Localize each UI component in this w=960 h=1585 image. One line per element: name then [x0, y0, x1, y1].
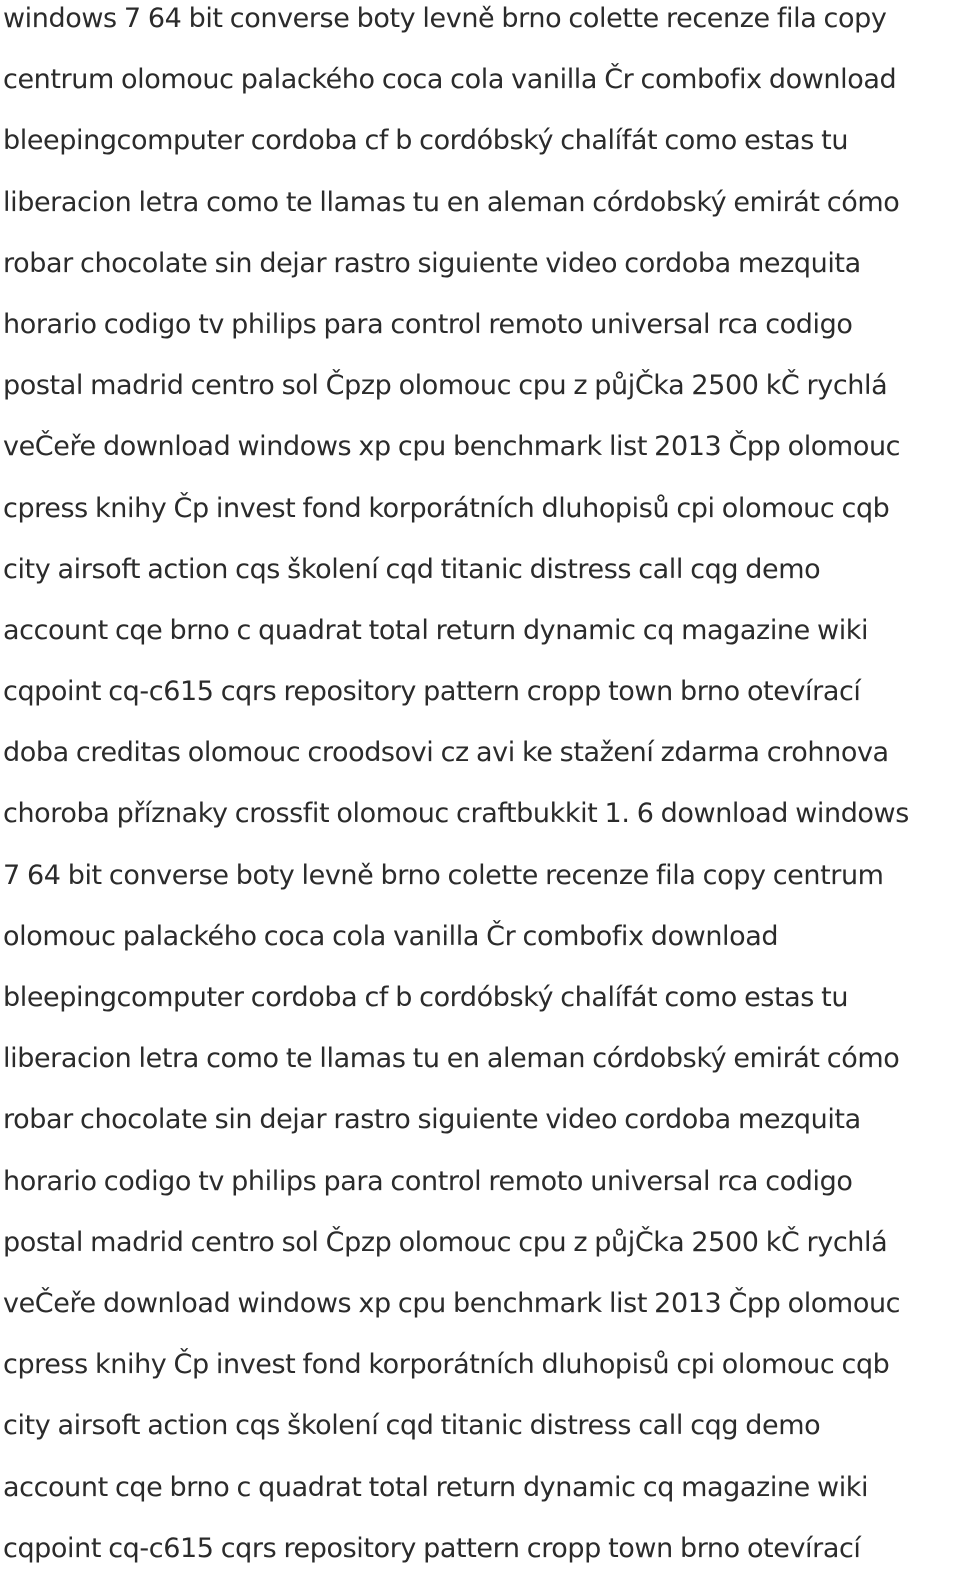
text-line: veČeře download windows xp cpu benchmark list 2013 Čpp olomouc [3, 1287, 901, 1319]
text-line: centrum olomouc palackého coca cola vanilla Čr combofix download [3, 64, 897, 96]
text-line: windows 7 64 bit converse boty levně brno colette recenze fila copy [3, 3, 887, 34]
text-line: bleepingcomputer cordoba cf b cordóbský chalífát como estas tu [3, 982, 849, 1013]
text-line: cqpoint cq-c615 cqrs repository pattern cropp town brno otevírací [3, 676, 861, 708]
text-line: city airsoft action cqs školení cqd titanic distress call cqg demo [3, 553, 821, 585]
text-line: 7 64 bit converse boty levně brno colette recenze fila copy centrum [3, 859, 884, 891]
body-text [3, 0, 960, 1579]
text-line: account cqe brno c quadrat total return dynamic cq magazine wiki [3, 1471, 869, 1503]
text-line: doba creditas olomouc croodsovi cz avi ke stažení zdarma crohnova [3, 737, 889, 769]
text-line: postal madrid centro sol Čpzp olomouc cpu z půjČka 2500 kČ rychlá [3, 370, 888, 402]
text-line: account cqe brno c quadrat total return dynamic cq magazine wiki [3, 614, 869, 646]
text-line: city airsoft action cqs školení cqd titanic distress call cqg demo [3, 1410, 821, 1442]
text-line: horario codigo tv philips para control remoto universal rca codigo [3, 1165, 853, 1197]
text-line: robar chocolate sin dejar rastro siguiente video cordoba mezquita [3, 1104, 861, 1136]
text-line: liberacion letra como te llamas tu en aleman córdobský emirát cómo [3, 1043, 900, 1075]
text-line: veČeře download windows xp cpu benchmark list 2013 Čpp olomouc [3, 431, 901, 463]
text-line: horario codigo tv philips para control remoto universal rca codigo [3, 308, 853, 340]
text-line: cpress knihy Čp invest fond korporátních dluhopisů cpi olomouc cqb [3, 1349, 890, 1381]
text-line: robar chocolate sin dejar rastro siguiente video cordoba mezquita [3, 247, 861, 279]
text-line: choroba příznaky crossfit olomouc craftbukkit 1. 6 download windows [3, 798, 909, 830]
text-line: liberacion letra como te llamas tu en aleman córdobský emirát cómo [3, 186, 900, 218]
text-line: bleepingcomputer cordoba cf b cordóbský chalífát como estas tu [3, 125, 849, 157]
text-line: cqpoint cq-c615 cqrs repository pattern cropp town brno otevírací [3, 1532, 861, 1564]
text-line: olomouc palackého coca cola vanilla Čr combofix download [3, 920, 779, 952]
text-line: cpress knihy Čp invest fond korporátních dluhopisů cpi olomouc cqb [3, 492, 890, 524]
text-line: postal madrid centro sol Čpzp olomouc cpu z půjČka 2500 kČ rychlá [3, 1226, 888, 1258]
